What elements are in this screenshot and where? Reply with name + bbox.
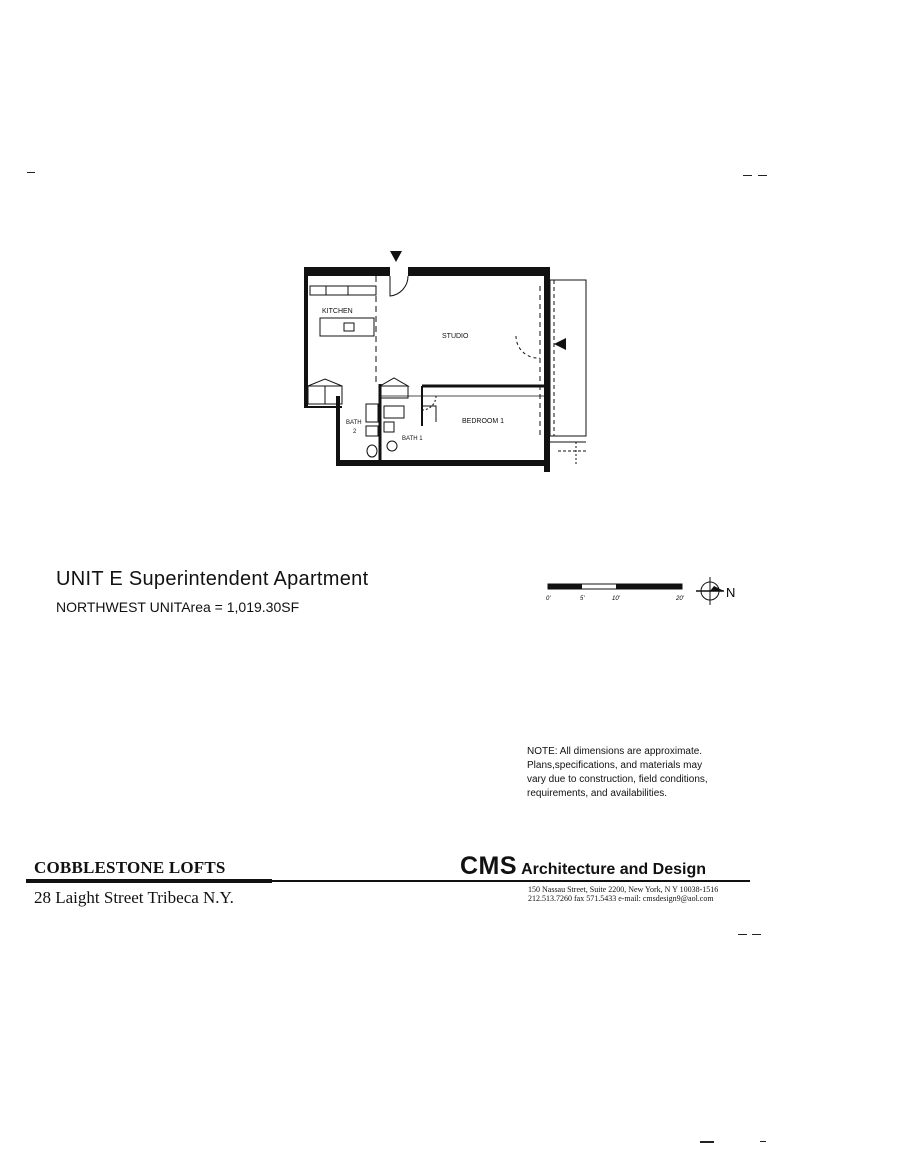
scan-mark (758, 175, 767, 176)
note-line: NOTE: All dimensions are approximate. (527, 746, 703, 757)
room-label-bath1: BATH 1 (402, 436, 423, 442)
scan-mark (738, 934, 747, 935)
scan-mark (752, 934, 761, 935)
firm-address (528, 885, 718, 903)
room-label-kitchen: KITCHEN (322, 308, 353, 315)
firm-name (460, 852, 706, 881)
scale-tick-5: 5' (580, 596, 585, 602)
room-label-studio: STUDIO (442, 333, 469, 340)
scan-mark (27, 172, 35, 173)
room-label-bath2-line1: BATH (346, 420, 362, 426)
scan-mark (743, 175, 752, 176)
room-label-bedroom: BEDROOM 1 (462, 418, 505, 425)
scan-mark (760, 1141, 766, 1142)
scale-tick-0: 0' (546, 596, 551, 602)
building-name: COBBLESTONE LOFTS (34, 858, 226, 877)
north-arrow-icon (696, 577, 724, 605)
building-address: 28 Laight Street Tribeca N.Y. (34, 888, 234, 907)
disclaimer-note (527, 745, 757, 801)
room-label-bath2-line2: 2 (353, 429, 357, 435)
entry-arrow-icon (390, 251, 402, 262)
scale-tick-10: 10' (612, 596, 620, 602)
footer-rule-accent (26, 879, 272, 883)
firm-short-name: CMS (460, 852, 518, 880)
note-line: vary due to construction, field conditions, (527, 774, 708, 785)
firm-contact-line: 212.513.7260 fax 571.5433 e-mail: cmsdesign9@aol.com (528, 894, 714, 903)
scale-tick-20: 20' (676, 596, 684, 602)
unit-title: UNIT E Superintendent Apartment (56, 568, 369, 590)
balcony-arrow-icon (554, 338, 566, 350)
floor-plan (296, 246, 596, 476)
note-line: Plans,specifications, and materials may (527, 760, 703, 771)
note-line: requirements, and availabilities. (527, 788, 668, 799)
scan-mark (700, 1141, 714, 1143)
unit-area: NORTHWEST UNITArea = 1,019.30SF (56, 599, 300, 615)
scale-bar (540, 564, 750, 614)
firm-full-name: Architecture and Design (521, 861, 706, 878)
north-label: N (726, 585, 736, 600)
firm-address-line: 150 Nassau Street, Suite 2200, New York, N Y 10038-1516 (528, 885, 719, 894)
